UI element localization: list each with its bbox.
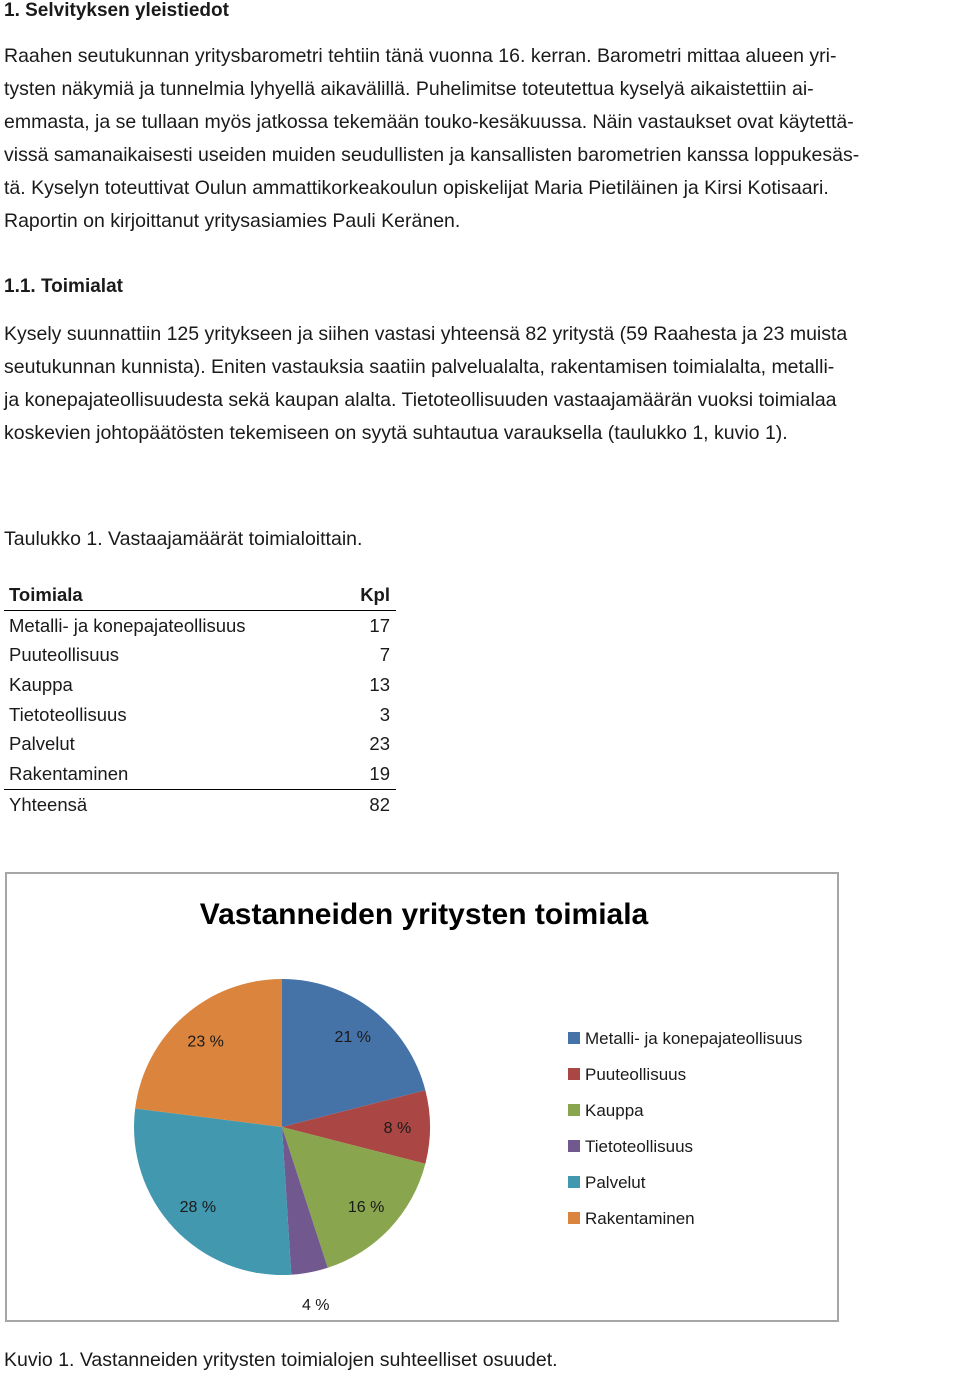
paragraph-line: koskevien johtopäätösten tekemiseen on syytä suhtautua varauksella (taulukko 1, kuvio 1). xyxy=(4,422,788,444)
paragraph-line: ja konepajateollisuudesta sekä kaupan alalta. Tietoteollisuuden vastaajamäärän vuoksi toimialaa xyxy=(4,389,837,411)
table-header-row xyxy=(4,580,396,610)
table-cell: Metalli- ja konepajateollisuus xyxy=(9,614,246,636)
pie-slice-rakentaminen xyxy=(135,979,282,1127)
table-row xyxy=(4,700,396,730)
legend-label-metalli: Metalli- ja konepajateollisuus xyxy=(585,1029,803,1048)
legend-swatch-tieto xyxy=(568,1140,580,1152)
pie-slice-palvelut xyxy=(134,1108,291,1275)
legend-label-tieto: Tietoteollisuus xyxy=(585,1137,694,1156)
legend-swatch-rakentaminen xyxy=(568,1212,580,1224)
legend-label-puu: Puuteollisuus xyxy=(585,1065,687,1084)
chart-frame xyxy=(5,872,839,1322)
pie-data-label: 8 % xyxy=(383,1120,412,1137)
intro-paragraph xyxy=(4,40,960,238)
legend-swatch-kauppa xyxy=(568,1104,580,1116)
respondents-table xyxy=(4,580,396,820)
table-cell: 23 xyxy=(369,733,390,755)
table-row xyxy=(4,670,396,700)
pie-data-label: 23 % xyxy=(187,1033,224,1051)
legend-label-palvelut: Palvelut xyxy=(585,1173,646,1192)
table-cell: 3 xyxy=(379,703,390,725)
paragraph-line: vissä samanaikaisesti useiden muiden seudullisten ja kansallisten barometrien kanssa loppukesäs- xyxy=(4,144,860,166)
toimialat-paragraph xyxy=(4,318,960,450)
table-caption: Taulukko 1. Vastaajamäärät toimialoittain. xyxy=(4,528,363,550)
table-row xyxy=(4,640,396,670)
pie-data-label: 21 % xyxy=(334,1028,371,1046)
paragraph-line: Kysely suunnattiin 125 yritykseen ja siihen vastasi yhteensä 82 yritystä (59 Raahesta ja 23 muista xyxy=(4,323,848,345)
pie-data-label: 16 % xyxy=(347,1199,385,1217)
legend-label-kauppa: Kauppa xyxy=(585,1101,644,1120)
subsection-heading: 1.1. Toimialat xyxy=(4,276,123,297)
pie-chart xyxy=(7,874,837,1320)
table-cell: Yhteensä xyxy=(4,789,341,819)
table-cell: Tietoteollisuus xyxy=(9,703,127,725)
column-header: Kpl xyxy=(341,580,396,610)
table-row xyxy=(4,729,396,759)
legend-label-rakentaminen: Rakentaminen xyxy=(585,1209,695,1228)
legend-swatch-metalli xyxy=(568,1032,580,1044)
table-cell: 17 xyxy=(369,614,390,636)
table-cell: 82 xyxy=(341,789,396,819)
figure-caption: Kuvio 1. Vastanneiden yritysten toimialojen suhteelliset osuudet. xyxy=(4,1349,558,1371)
column-header: Toimiala xyxy=(4,580,341,610)
pie-data-label: 28 % xyxy=(179,1199,217,1217)
table-cell: 19 xyxy=(369,762,390,784)
paragraph-line: emmasta, ja se tullaan myös jatkossa tekemään touko-kesäkuussa. Näin vastaukset ovat käytettä- xyxy=(4,111,854,133)
table-total-row xyxy=(4,789,396,819)
table-cell: Kauppa xyxy=(9,673,73,695)
table-row xyxy=(4,759,396,789)
table-row xyxy=(4,610,396,640)
paragraph-line: tysten näkymiä ja tunnelmia lyhyellä aikavälillä. Puhelimitse toteutettua kyselyä aikaistettiin ai- xyxy=(4,78,814,100)
pie-data-label: 4 % xyxy=(301,1296,330,1314)
paragraph-line: seutukunnan kunnista). Eniten vastauksia saatiin palvelualalta, rakentamisen toimialalta, metalli- xyxy=(4,356,835,378)
paragraph-line: Raportin on kirjoittanut yritysasiamies Pauli Keränen. xyxy=(4,210,461,232)
table-cell: 7 xyxy=(379,644,390,666)
chart-title: Vastanneiden yritysten toimiala xyxy=(199,898,649,931)
paragraph-line: Raahen seutukunnan yritysbarometri tehtiin tänä vuonna 16. kerran. Barometri mittaa alueen yri- xyxy=(4,45,837,67)
legend-swatch-puu xyxy=(568,1068,580,1080)
table-cell: Rakentaminen xyxy=(9,762,129,784)
paragraph-line: tä. Kyselyn toteuttivat Oulun ammattikorkeakoulun opiskelijat Maria Pietiläinen ja Kirsi Kotisaari. xyxy=(4,177,829,199)
table-cell: 13 xyxy=(369,673,390,695)
table-cell: Puuteollisuus xyxy=(9,644,120,666)
section-heading: 1. Selvityksen yleistiedot xyxy=(4,0,229,21)
legend-swatch-palvelut xyxy=(568,1176,580,1188)
table-cell: Palvelut xyxy=(9,733,75,755)
